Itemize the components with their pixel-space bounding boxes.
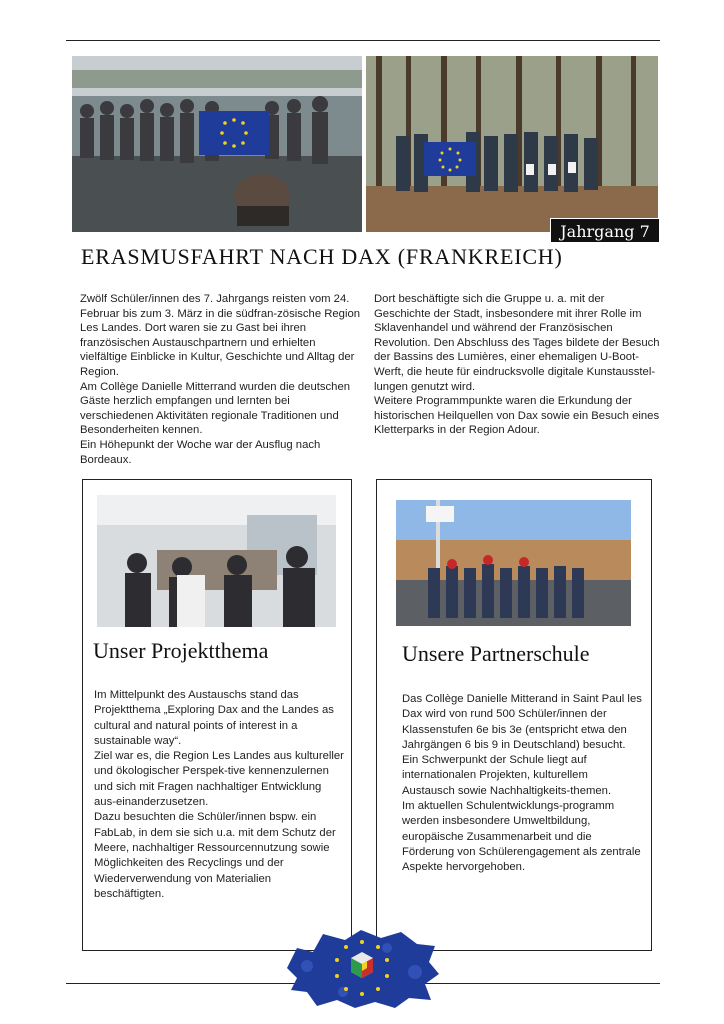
top-rule (66, 40, 660, 41)
grade-badge: Jahrgang 7 (550, 218, 660, 243)
paragraph: Am Collège Danielle Mitterrand wurden die deutschen Gäste herzlich empfangen und lernten bei verschiedenen Aktivitäten regionale Traditionen und Besonderheiten kennen. (80, 380, 351, 437)
partner-school-title: Unsere Partnerschule (402, 641, 590, 666)
paragraph: Im Mittelpunkt des Austauschs stand das Projektthema „Exploring Dax and the Landes as cultural and natural points of interest in a sustainable way“. (94, 689, 334, 747)
partner-school-text (402, 692, 642, 876)
article-headline: ERASMUSFAHRT NACH DAX (FRANKREICH) (81, 244, 563, 269)
project-title: Unser Projektthema (93, 638, 269, 663)
paragraph: Ziel war es, die Region Les Landes aus kultureller und ökologischer Perspek-tive kennenzulernen und sich mit Fragen nachhaltiger Entwicklung aus-einanderzusetzen. (94, 750, 344, 809)
paragraph: Ein Schwerpunkt der Schule liegt auf internationalen Projekten, kulturellem Austausch sowie Nachhaltigkeits-themen. (402, 754, 612, 797)
intro-column-right (374, 292, 664, 438)
paragraph: Im aktuellen Schulentwicklungs-programm werden insbesondere Umweltbildung, europäische Zusammenarbeit und die Förderung von Schülerengagement als zentrale Aspekte hervorgehoben. (402, 800, 641, 874)
partner-school-photo (396, 500, 631, 626)
paragraph: Weitere Programmpunkte waren die Erkundung der historischen Heilquellen von Dax sowie ein Besuch eines Kletterparks in der Region Adour. (374, 395, 660, 437)
paragraph: Dazu besuchten die Schüler/innen bspw. ein FabLab, in dem sie sich u.a. mit dem Schutz der Meere, nachhaltiger Ressourcennutzung sowie Möglichkeiten des Recyclings und der Wiederverwendung von Materialien beschäftigten. (94, 811, 336, 900)
group-photo-schoolyard (72, 56, 362, 232)
paragraph: Zwölf Schüler/innen des 7. Jahrgangs reisten vom 24. Februar bis zum 3. März in die südfran-zösische Region Les Landes. Dort waren sie zu Gast bei ihren französischen Austauschpartnern und erhielten vielfältige Einblicke in Kultur, Geschichte und Alltag der Region. (80, 293, 361, 378)
project-text (94, 688, 344, 902)
fablab-photo (97, 495, 336, 627)
paragraph: Ein Höhepunkt der Woche war der Ausflug nach Bordeaux. (80, 438, 321, 466)
paragraph: Das Collège Danielle Mitterand in Saint Paul les Dax wird von rund 500 Schüler/innen der Klassenstufen 6e bis 3e (entspricht etwa den Jahrgängen 6 bis 9 in Deutschland) besucht. (402, 693, 642, 751)
intro-column-left (80, 292, 362, 467)
erasmus-logo (283, 928, 441, 1010)
group-photo-forest (366, 56, 658, 232)
paragraph: Dort beschäftigte sich die Gruppe u. a. mit der Geschichte der Stadt, insbesondere mit ihrer Rolle im Sklavenhandel und während der Französischen Revolution. Den Abschluss des Tages bildete der Besuch der Bassins des Lumières, einer ehemaligen U-Boot-Werft, die heute für eindrucksvolle digitale Kunstausstel-lungen genutzt wird. (374, 293, 660, 393)
